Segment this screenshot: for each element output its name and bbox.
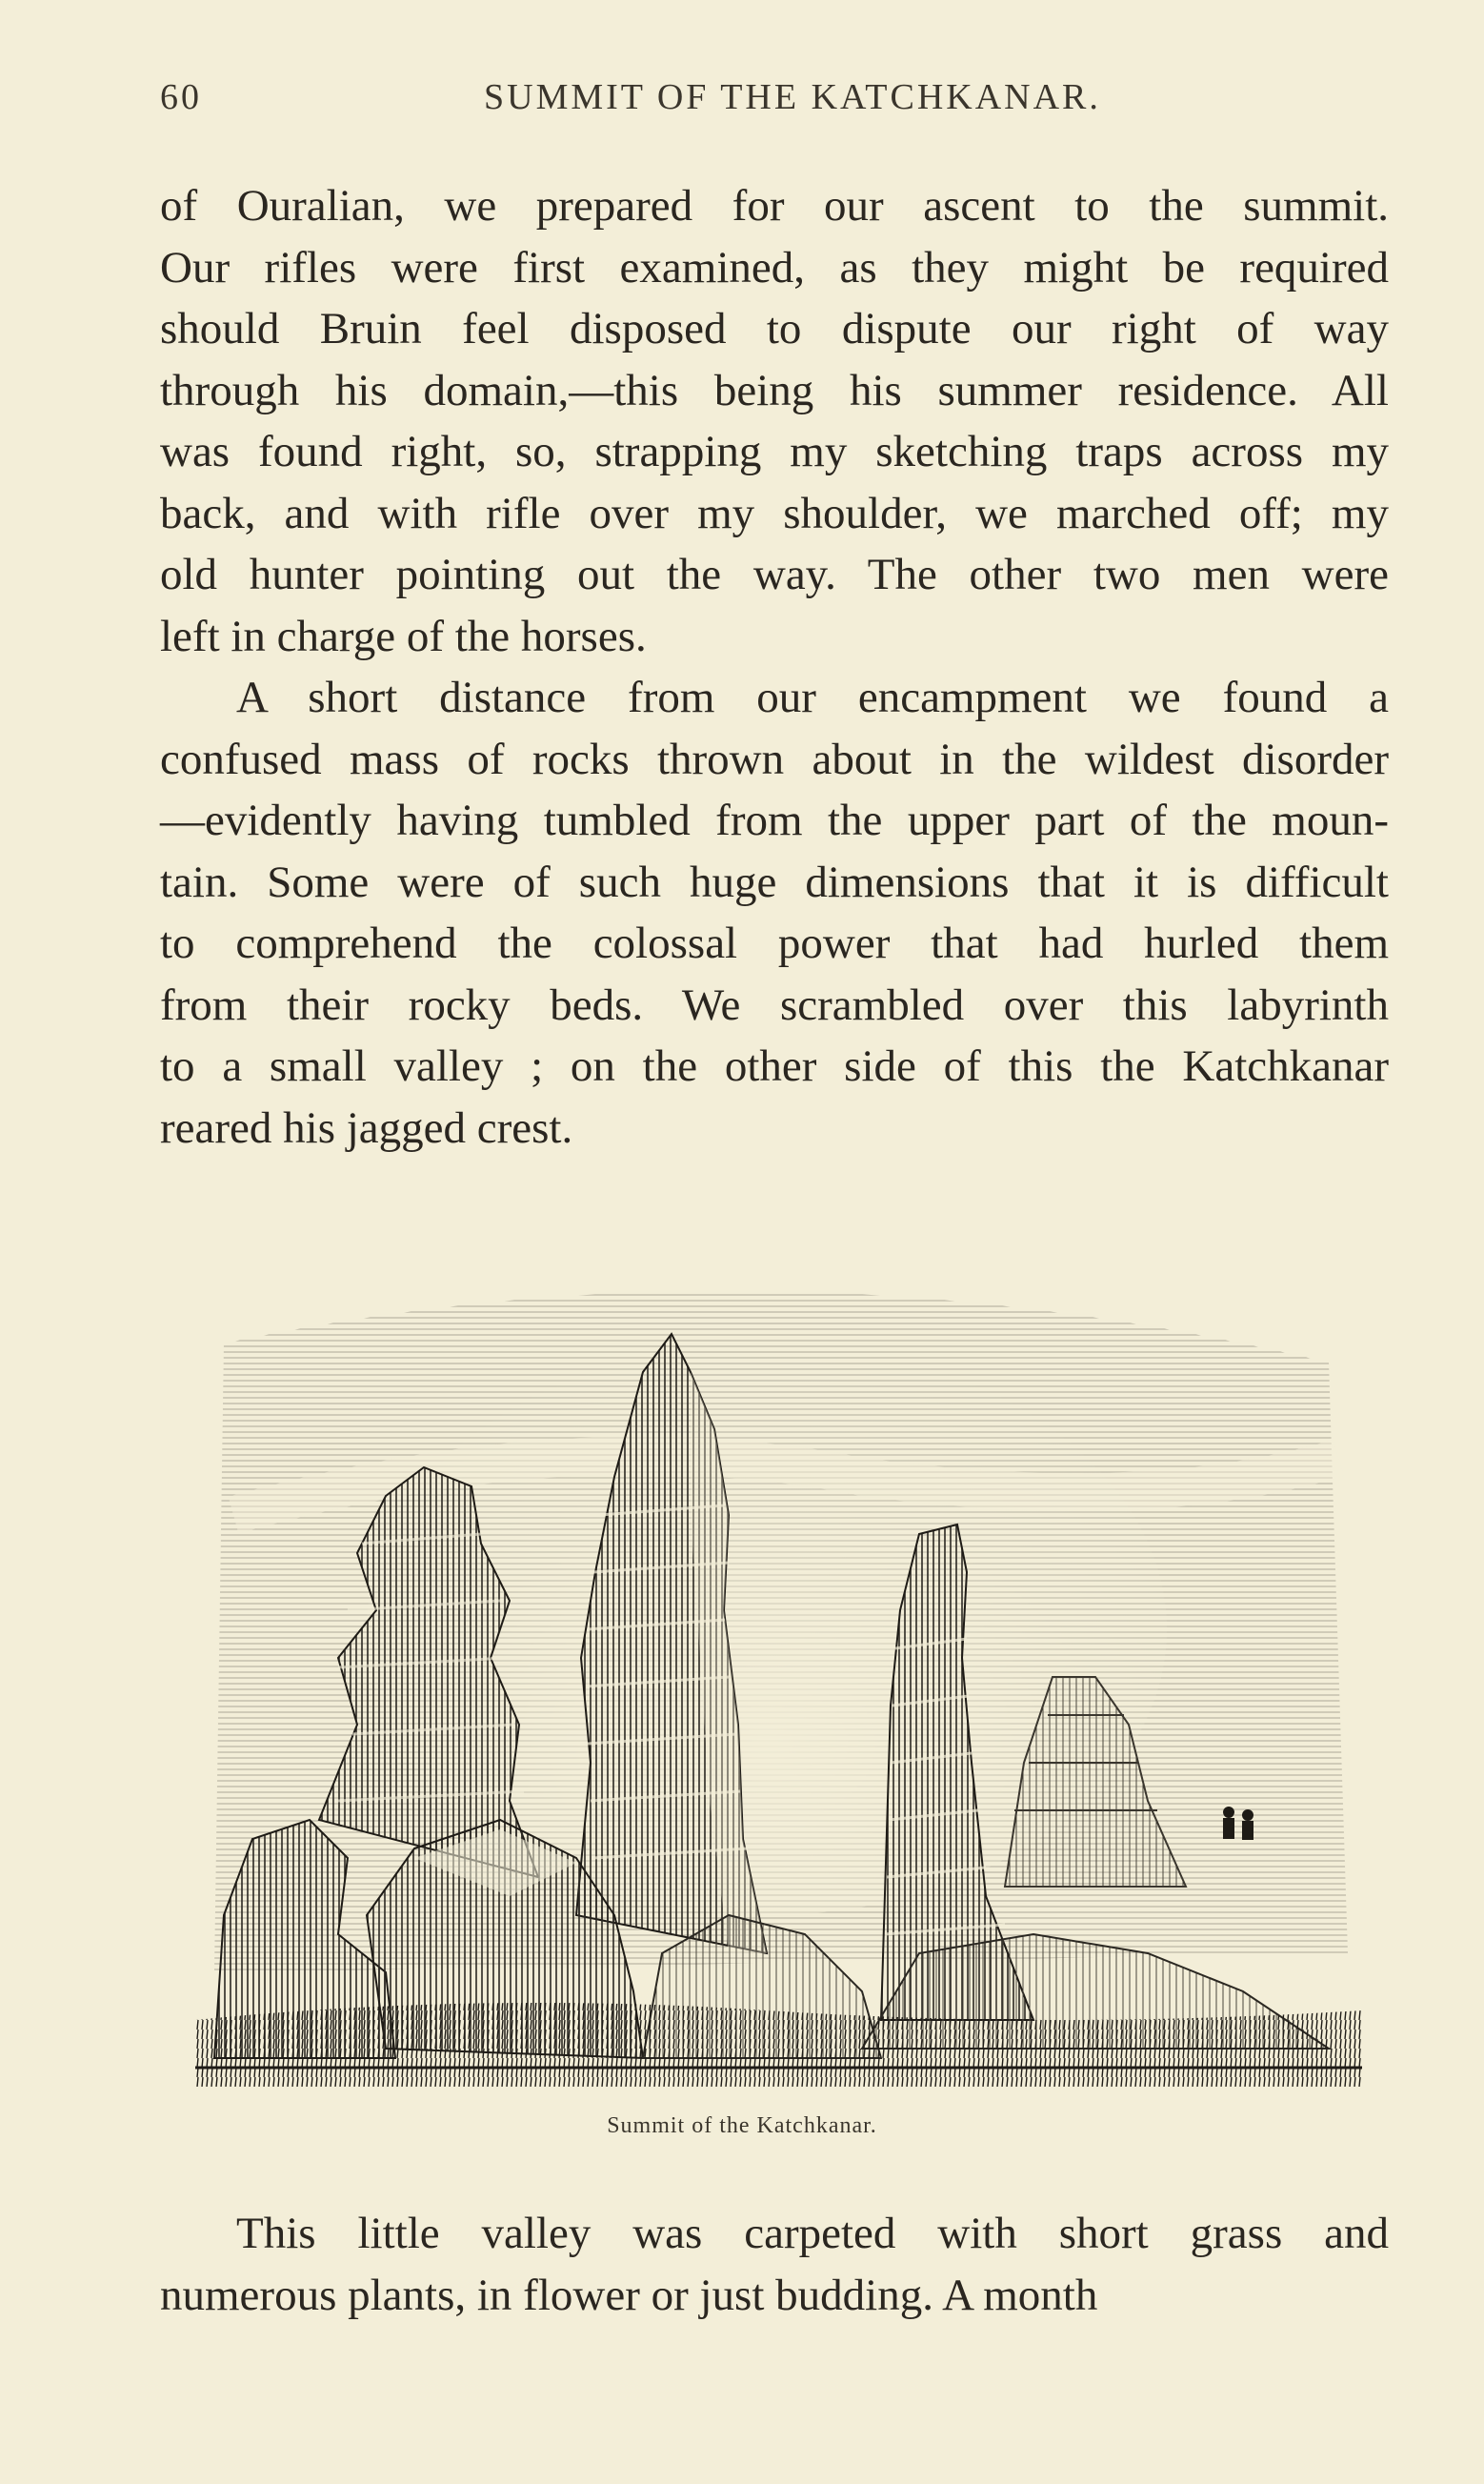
text-line: This little valley was carpeted with short grass and (236, 2209, 1389, 2258)
text-line: through his domain,—this being his summer residence. All (160, 365, 1389, 415)
text-line: reared his jagged crest. (160, 1102, 573, 1153)
text-line: to comprehend the colossal power that had hurled them (160, 919, 1389, 968)
text-line: numerous plants, in flower or just budding. A month (160, 2270, 1098, 2320)
paragraph-1 (160, 175, 1389, 667)
paragraph-2 (160, 667, 1389, 1159)
text-line: —evidently having tumbled from the upper part of the moun- (160, 796, 1389, 845)
text-line: left in charge of the horses. (160, 611, 647, 661)
page-number: 60 (160, 77, 202, 117)
text-line: Our rifles were first examined, as they might be required (160, 242, 1389, 293)
text-line: old hunter pointing out the way. The other two men were (160, 550, 1389, 599)
text-line: should Bruin feel disposed to dispute our right of way (160, 304, 1389, 353)
text-line: tain. Some were of such huge dimensions that it is difficult (160, 857, 1389, 907)
paragraph-3 (160, 2203, 1389, 2326)
figure-caption: Summit of the Katchkanar. (607, 2113, 877, 2138)
text-line: of Ouralian, we prepared for our ascent to the summit. (160, 181, 1389, 231)
text-line: back, and with rifle over my shoulder, we marched off; my (160, 488, 1389, 538)
page-header (160, 76, 1389, 133)
running-title: SUMMIT OF THE KATCHKANAR. (484, 77, 1101, 117)
text-line: was found right, so, strapping my sketching traps across my (160, 427, 1389, 476)
text-line: to a small valley ; on the other side of this the Katchkanar (160, 1041, 1389, 1091)
text-line: confused mass of rocks thrown about in the wildest disorder (160, 734, 1389, 784)
text-line: A short distance from our encampment we found a (236, 673, 1389, 722)
text-line: from their rocky beds. We scrambled over this labyrinth (160, 979, 1389, 1030)
engraving-illustration (195, 1229, 1362, 2087)
